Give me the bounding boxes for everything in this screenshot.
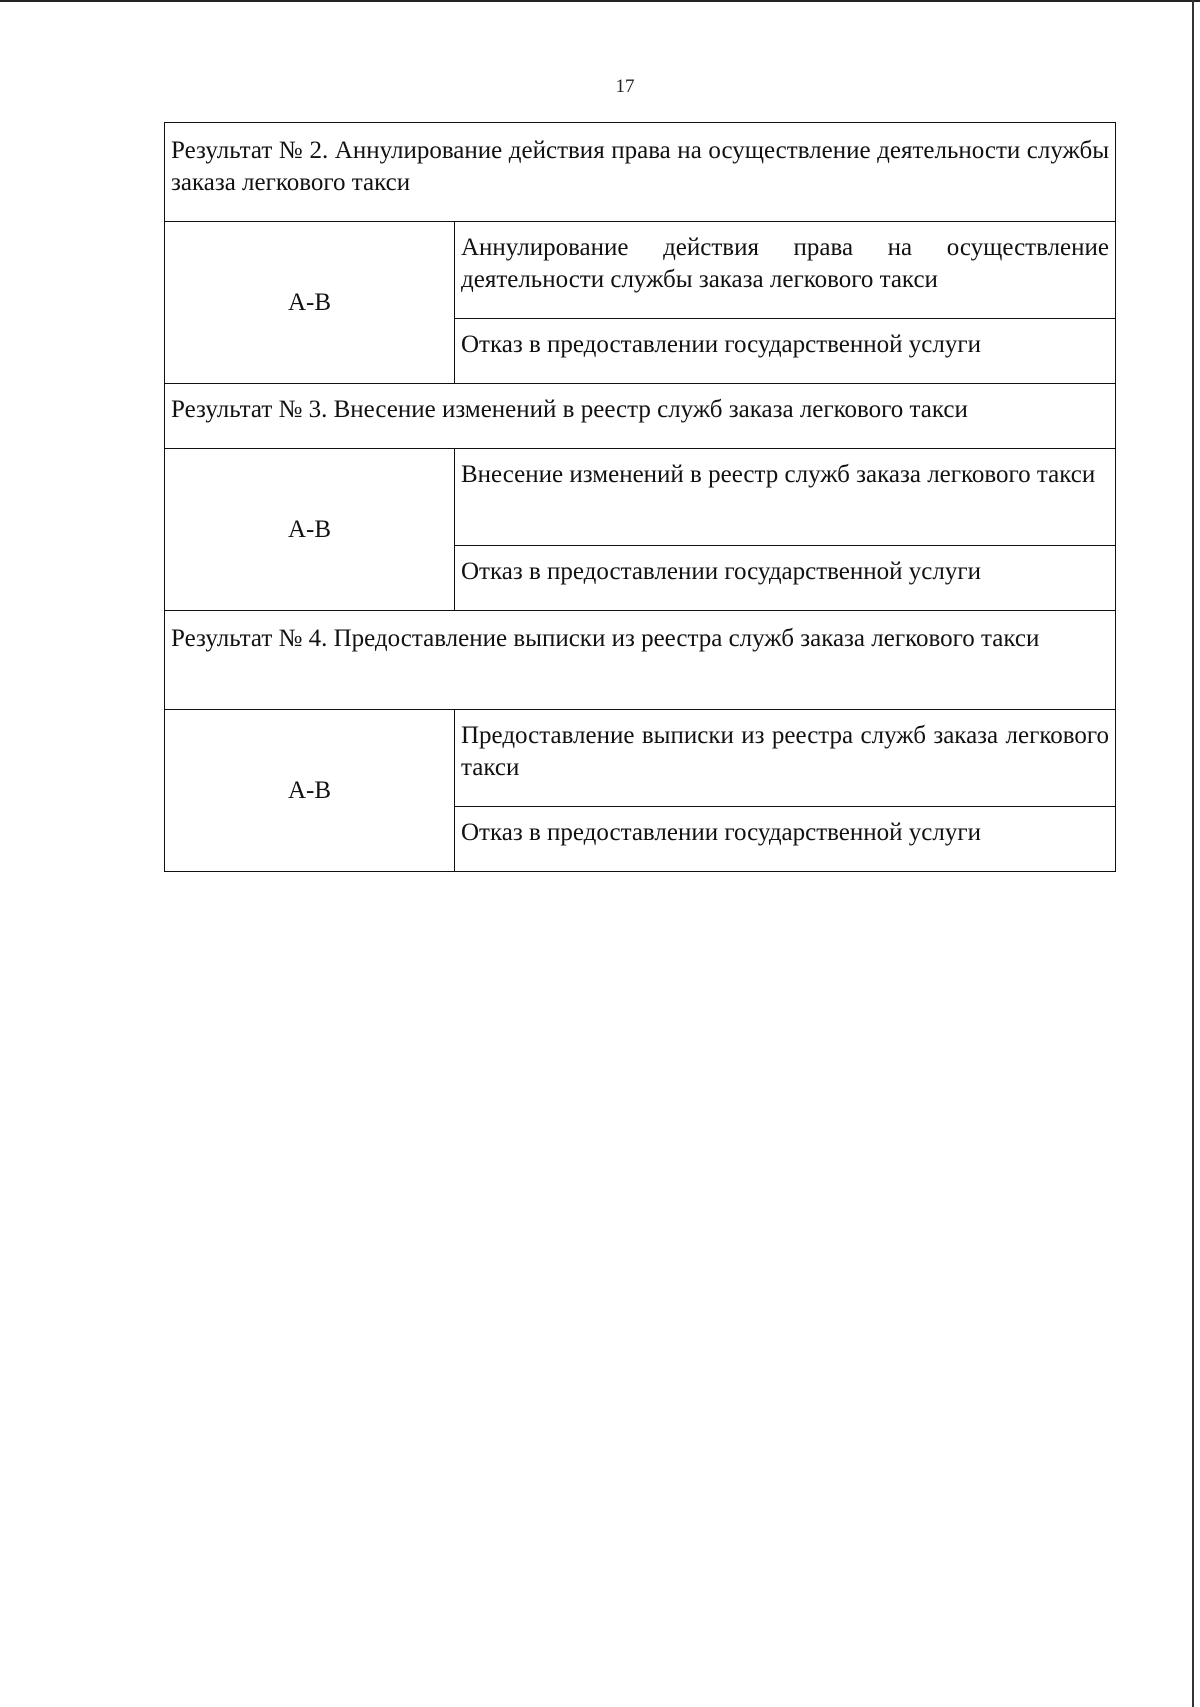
scan-border-right bbox=[1192, 0, 1194, 1707]
scan-border-top bbox=[0, 0, 1200, 2]
outcome-row bbox=[165, 222, 1116, 319]
result-title: Результат № 2. Аннулирование действия права на осуществление деятельности службы заказа легкового такси bbox=[165, 123, 1116, 222]
result-code: А-В bbox=[165, 222, 455, 384]
results-table bbox=[164, 122, 1116, 872]
result-title: Результат № 3. Внесение изменений в реестр служб заказа легкового такси bbox=[165, 384, 1116, 449]
outcome-row bbox=[165, 710, 1116, 807]
outcome-row bbox=[165, 449, 1116, 546]
result-title: Результат № 4. Предоставление выписки из реестра служб заказа легкового такси bbox=[165, 611, 1116, 710]
result-header-row bbox=[165, 123, 1116, 222]
result-header-row bbox=[165, 611, 1116, 710]
outcome-text: Отказ в предоставлении государственной услуги bbox=[455, 807, 1116, 872]
outcome-text: Аннулирование действия права на осуществление деятельности службы заказа легкового такси bbox=[455, 222, 1116, 319]
outcome-text: Внесение изменений в реестр служб заказа легкового такси bbox=[455, 449, 1116, 546]
result-code: А-В bbox=[165, 449, 455, 611]
outcome-text: Отказ в предоставлении государственной услуги bbox=[455, 319, 1116, 384]
page-number: 17 bbox=[615, 76, 635, 97]
result-code: А-В bbox=[165, 710, 455, 872]
outcome-text: Предоставление выписки из реестра служб заказа легкового такси bbox=[455, 710, 1116, 807]
result-header-row bbox=[165, 384, 1116, 449]
outcome-text: Отказ в предоставлении государственной услуги bbox=[455, 546, 1116, 611]
